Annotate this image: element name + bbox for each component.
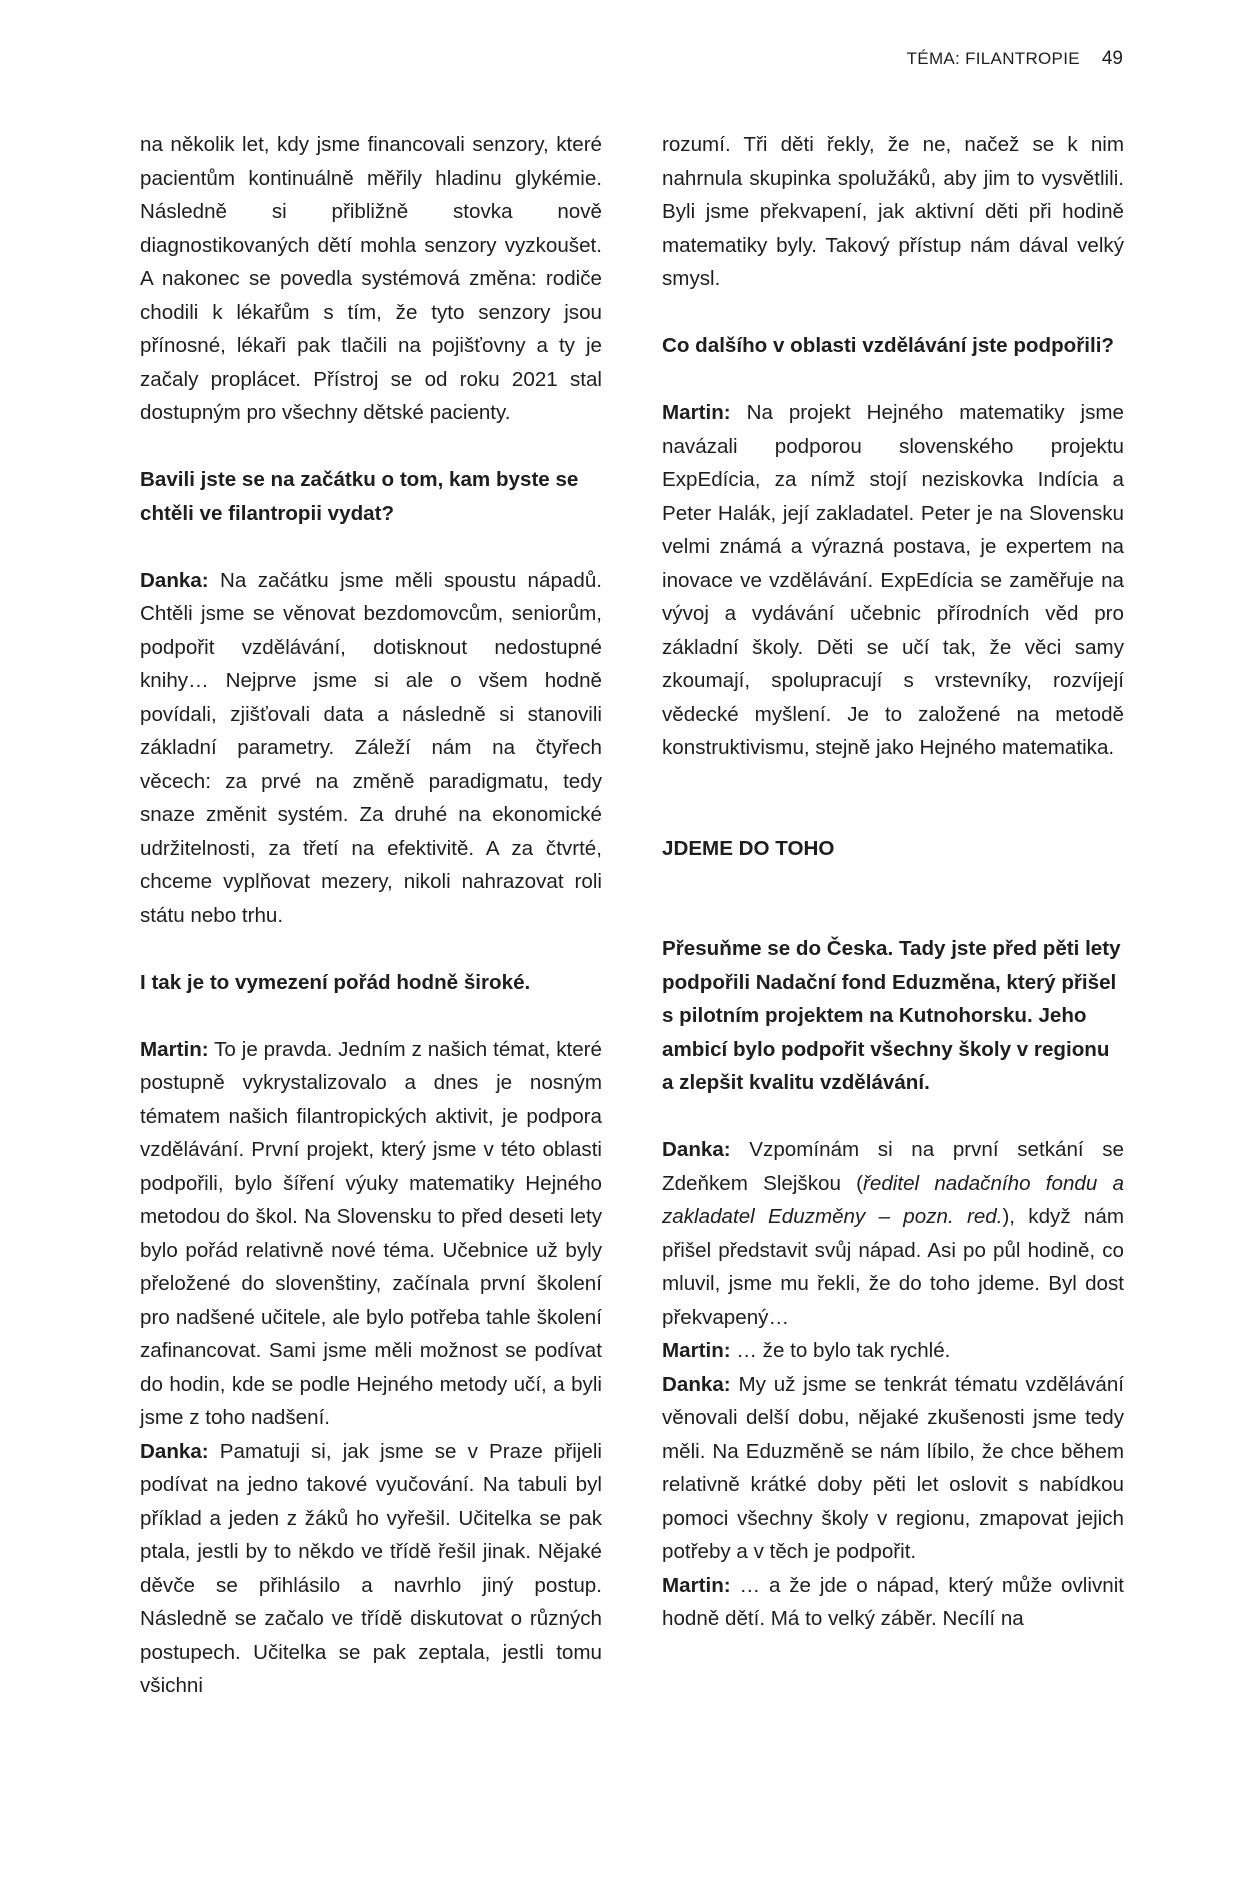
question-heading: I tak je to vymezení pořád hodně široké. xyxy=(140,970,531,994)
speaker-label: Danka: xyxy=(140,1439,209,1463)
paragraph-text: Na projekt Hejného matematiky jsme navázali podporou slovenského projektu ExpEdícia, za nímž stojí neziskovka Indícia a Peter Halák, její zakladatel. Peter je na Slovensku velmi známá a výrazná postava, je expertem na inovace ve vzdělávání. ExpEdícia se zaměřuje na vývoj a vydávání učebnic přírodních věd pro základní školy. Děti se učí tak, že věci samy zkoumají, spolupracují s vrstevníky, rozvíjejí vědecké myšlení. Je to založené na metodě konstruktivismu, stejně jako Hejného matematika. xyxy=(662,401,1124,759)
speaker-label: Danka: xyxy=(662,1372,731,1396)
paragraph xyxy=(662,1569,1124,1636)
paragraph xyxy=(662,1334,1124,1368)
question-heading: Bavili jste se na začátku o tom, kam byste se chtěli ve filantropii vydat? xyxy=(140,468,579,525)
running-head xyxy=(907,48,1123,70)
section-title: TÉMA: FILANTROPIE xyxy=(906,49,1080,68)
paragraph-text: Na začátku jsme měli spoustu nápadů. Chtěli jsme se věnovat bezdomovcům, seniorům, podpořit vzdělávání, dotisknout nedostupné knihy… Nejprve jsme si ale o všem hodně povídali, zjišťovali data a následně si stanovili základní parametry. Záleží nám na čtyřech věcech: za prvé na změně paradigmatu, tedy snaze změnit systém. Za druhé na ekonomické udržitelnosti, za třetí na efektivitě. A za čtvrté, chceme vyplňovat mezery, nikoli nahrazovat roli státu nebo trhu. xyxy=(140,568,602,927)
right-column xyxy=(662,128,1124,1636)
left-column xyxy=(140,128,602,1703)
paragraph-text: … a že jde o nápad, který může ovlivnit hodně dětí. Má to velký záběr. Necílí na xyxy=(662,1573,1124,1630)
page-number: 49 xyxy=(1101,48,1123,69)
paragraph xyxy=(662,396,1124,765)
paragraph-text: My už jsme se tenkrát tématu vzdělávání věnovali delší dobu, nějaké zkušenosti jsme tedy měli. Na Eduzměně se nám líbilo, že chce během relativně krátké doby pěti let oslovit s nabídkou pomoci všechny školy v regionu, zmapovat jejich potřeby a v těch je podpořit. xyxy=(662,1372,1124,1563)
paragraph xyxy=(662,1133,1124,1334)
paragraph: na několik let, kdy jsme financovali senzory, které pacientům kontinuálně měřily hladinu glykémie. Následně si přibližně stovka nově diagnostikovaných dětí mohla senzory vyzkoušet. A nakonec se povedla systémová změna: rodiče chodili k lékařům s tím, že tyto senzory jsou přínosné, lékaři pak tlačili na pojišťovny a ty je začaly proplácet. Přístroj se od roku 2021 stal dostupným pro všechny dětské pacienty. xyxy=(140,133,602,424)
speaker-label: Martin: xyxy=(662,1573,731,1597)
paragraph xyxy=(662,1368,1124,1569)
paragraph: rozumí. Tři děti řekly, že ne, načež se k nim nahrnula skupinka spolužáků, aby jim to vysvětlili. Byli jsme překvapení, jak aktivní děti při hodině matematiky byly. Takový přístup nám dával velký smysl. xyxy=(662,133,1124,290)
editor-note: ředitel nadačního fondu a zakladatel Eduzměny – pozn. red. xyxy=(662,1171,1124,1228)
paragraph-text: Vzpomínám si na první setkání se Zdeňkem Slejškou ( xyxy=(662,1138,1124,1195)
paragraph xyxy=(140,1033,602,1435)
paragraph xyxy=(140,1435,602,1703)
speaker-label: Martin: xyxy=(140,1037,209,1061)
paragraph-text: Pamatuji si, jak jsme se v Praze přijeli podívat na jedno takové vyučování. Na tabuli byl příklad a jeden z žáků ho vyřešil. Učitelka se pak ptala, jestli by to někdo ve třídě řešil jinak. Nějaké děvče se přihlásilo a navrhlo jiný postup. Následně se začalo ve třídě diskutovat o různých postupech. Učitelka se pak zeptala, jestli tomu všichni xyxy=(140,1439,602,1697)
speaker-label: Danka: xyxy=(662,1138,731,1161)
paragraph-text: ), když nám přišel představit svůj nápad. Asi po půl hodině, co mluvil, jsme mu řekli, že do toho jdeme. Byl dost překvapený… xyxy=(662,1205,1124,1329)
question-heading: Co dalšího v oblasti vzdělávání jste podpořili? xyxy=(662,334,1114,357)
question-heading: Přesuňme se do Česka. Tady jste před pěti lety podpořili Nadační fond Eduzměna, který přišel s pilotním projektem na Kutnohorsku. Jeho ambicí bylo podpořit všechny školy v regionu a zlepšit kvalitu vzdělávání. xyxy=(662,937,1121,1094)
paragraph-text: … že to bylo tak rychlé. xyxy=(730,1339,951,1362)
speaker-label: Martin: xyxy=(662,1339,731,1362)
speaker-label: Martin: xyxy=(662,401,731,424)
section-heading: JDEME DO TOHO xyxy=(662,836,835,860)
paragraph-text: To je pravda. Jedním z našich témat, které postupně vykrystalizovalo a dnes je nosným tématem našich filantropických aktivit, je podpora vzdělávání. První projekt, který jsme v této oblasti podpořili, bylo šíření výuky matematiky Hejného metodou do škol. Na Slovensku to před deseti lety bylo pořád relativně nové téma. Učebnice už byly přeložené do slovenštiny, začínala první školení pro nadšené učitele, ale bylo potřeba tahle školení zafinancovat. Sami jsme měli možnost se podívat do hodin, kde se podle Hejného metody učí, a byli jsme z toho nadšení. xyxy=(140,1037,602,1429)
speaker-label: Danka: xyxy=(140,568,209,592)
paragraph xyxy=(140,564,602,933)
